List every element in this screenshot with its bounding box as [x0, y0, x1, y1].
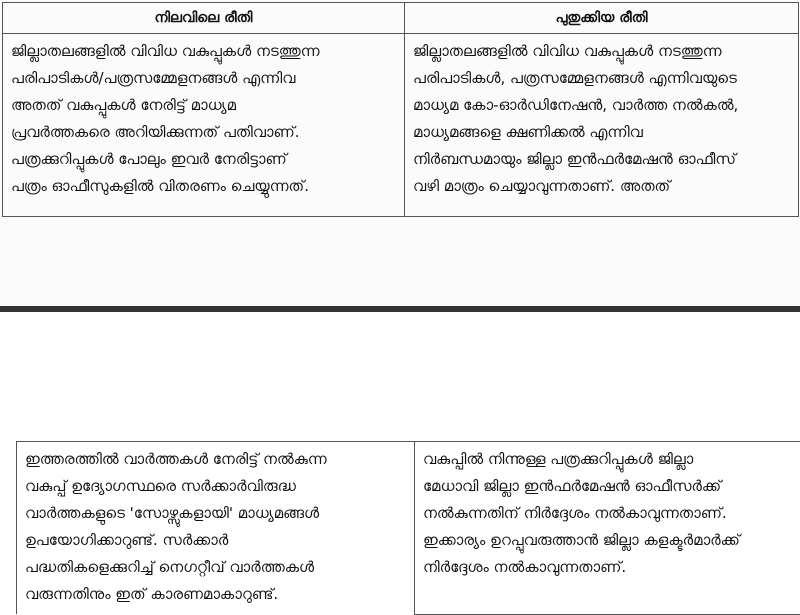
cell-text-line: പ്രവർത്തകരെ അറിയിക്കുന്നത് പതിവാണ്.	[11, 119, 398, 146]
revised-method-cell	[415, 442, 800, 615]
cell-text-line: പത്രക്കുറിപ്പുകൾ പോലും ഇവർ നേരിട്ടാണ്	[11, 146, 398, 173]
cell-text-line: മാധ്യമ കോ-ഓർഡിനേഷൻ, വാർത്ത നൽകൽ,	[413, 92, 792, 119]
table-row	[17, 442, 800, 615]
cell-text-line: വകുപ്പിൽ നിന്നുള്ള പത്രക്കുറിപ്പുകൾ ജില്ലാ	[423, 446, 795, 473]
cell-text-line: അതത് വകുപ്പുകൾ നേരിട്ട് മാധ്യമ	[11, 92, 398, 119]
cell-text-line: ഇക്കാര്യം ഉറപ്പുവരുത്താൻ ജില്ലാ കളക്ടർമാർക്ക്	[423, 527, 795, 554]
table-row	[3, 34, 799, 217]
cell-text-line: വഴി മാത്രം ചെയ്യാവുന്നതാണ്. അതത്	[413, 173, 792, 200]
cell-text-line: പരിപാടികൾ/പത്രസമ്മേളനങ്ങൾ എന്നിവ	[11, 65, 398, 92]
cell-text-line: നൽകുന്നതിന് നിർദ്ദേശം നൽകാവുന്നതാണ്.	[423, 500, 795, 527]
cell-text-line: ഇത്തരത്തിൽ വാർത്തകൾ നേരിട്ട് നൽകുന്ന	[25, 446, 408, 473]
cell-text-line: നിർബന്ധമായും ജില്ലാ ഇൻഫർമേഷൻ ഓഫീസ്	[413, 146, 792, 173]
page-gap	[0, 312, 800, 437]
current-method-cell	[17, 442, 415, 615]
cell-text-line: പരിപാടികൾ, പത്രസമ്മേളനങ്ങൾ എന്നിവയുടെ	[413, 65, 792, 92]
header-revised-method: പുതുക്കിയ രീതി	[405, 3, 799, 34]
cell-text-line: മാധ്യമങ്ങളെ ക്ഷണിക്കൽ എന്നിവ	[413, 119, 792, 146]
revised-method-cell	[405, 34, 799, 217]
header-current-method: നിലവിലെ രീതി	[3, 3, 405, 34]
document-page-bottom	[0, 437, 800, 612]
cell-text-line: ജില്ലാതലങ്ങളിൽ വിവിധ വകുപ്പുകൾ നടത്തുന്ന	[11, 38, 398, 65]
current-method-cell	[3, 34, 405, 217]
cell-text-line: വാർത്തകളുടെ 'സോഴ്സുകളായി' മാധ്യമങ്ങൾ	[25, 500, 408, 527]
cell-text-line: നിർദ്ദേശം നൽകാവുന്നതാണ്.	[423, 554, 795, 581]
cell-text-line: വകുപ്പ് ഉദ്യോഗസ്ഥരെ സർക്കാർവിരുദ്ധ	[25, 473, 408, 500]
table-header-row	[3, 3, 799, 34]
cell-text-line: പദ്ധതികളെക്കുറിച്ച് നെഗറ്റീവ് വാർത്തകൾ	[25, 554, 408, 581]
comparison-table-bottom	[16, 441, 800, 615]
cell-text-line: പത്രം ഓഫീസുകളിൽ വിതരണം ചെയ്യുന്നത്.	[11, 173, 398, 200]
cell-text-line: വരുന്നതിനും ഇത് കാരണമാകാറുണ്ട്.	[25, 581, 408, 608]
comparison-table-top	[2, 2, 799, 217]
cell-text-line: ഉപയോഗിക്കാറുണ്ട്. സർക്കാർ	[25, 527, 408, 554]
cell-text-line: ജില്ലാതലങ്ങളിൽ വിവിധ വകുപ്പുകൾ നടത്തുന്ന	[413, 38, 792, 65]
cell-text-line: മേധാവി ജില്ലാ ഇൻഫർമേഷൻ ഓഫീസർക്ക്	[423, 473, 795, 500]
